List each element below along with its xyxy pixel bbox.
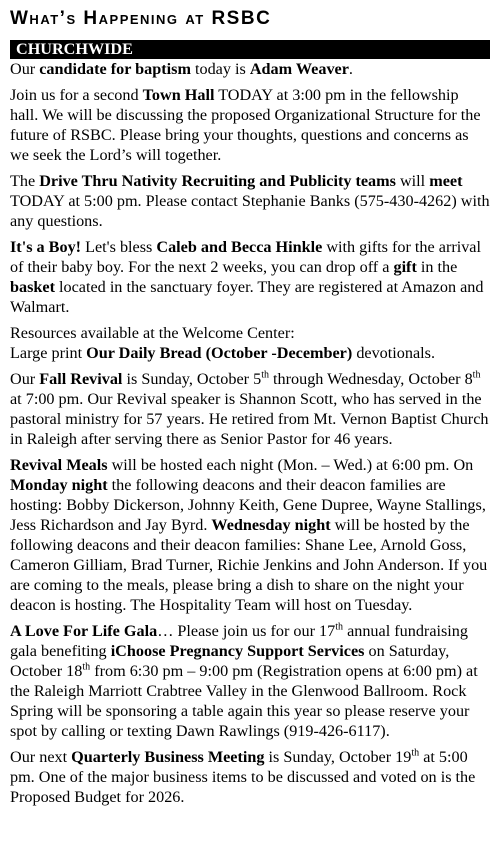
announcements (10, 59, 490, 807)
text-run: Our (10, 60, 40, 78)
announcement-paragraph (10, 171, 490, 231)
superscript-text: th (261, 369, 269, 381)
bold-text: Wednesday night (211, 516, 331, 534)
bold-text: Adam Weaver (249, 60, 349, 78)
bold-text: gift (393, 258, 417, 276)
bold-text: candidate for baptism (39, 60, 191, 78)
text-run: devotionals. (352, 344, 435, 362)
bold-text: Fall Revival (39, 370, 123, 388)
bold-text: Town Hall (142, 86, 215, 104)
announcement-paragraph (10, 59, 490, 79)
bold-text: Revival Meals (10, 456, 108, 474)
text-run: … Please join us for our 17 (157, 622, 336, 640)
text-run: at 5:00 pm. One of the major business items to be discussed and voted on is the Proposed Budget for 2026. (10, 748, 476, 806)
text-run: TODAY at 3:00 pm in the fellowship hall. We will be discussing the proposed Organizational Structure for the future of RSBC. Please bring your thoughts, questions and concerns as we seek the Lord’s will together. (10, 86, 481, 164)
superscript-text: th (472, 369, 481, 381)
text-run: The (10, 172, 40, 190)
bold-text: basket (10, 278, 55, 296)
text-run: from 6:30 pm – 9:00 pm (Registration opens at 6:00 pm) at the Raleigh Marriott Crabtree Valley in the Glenwood Ballroom. Rock Spring will be sponsoring a table again this year so please reserve your spot by calling or texting Dawn Rawlings (919-426-6117). (10, 662, 478, 740)
text-run: in the (416, 258, 458, 276)
text-run: through Wednesday, October 8 (268, 370, 473, 388)
text-run: on Saturday, October 18 (10, 642, 450, 680)
text-run: with gifts for the arrival of their baby boy. For the next 2 weeks, you can drop off a (10, 238, 481, 276)
text-run: Resources available at the Welcome Center: (10, 324, 295, 342)
text-run: is Sunday, October 5 (122, 370, 262, 388)
bold-text: A Love For Life Gala (10, 622, 158, 640)
announcement-paragraph (10, 747, 490, 807)
text-run: TODAY at 5:00 pm. Please contact Stephanie Banks (575-430-4262) with any questions. (10, 192, 490, 230)
superscript-text: th (335, 621, 344, 633)
announcement-paragraph (10, 621, 490, 741)
bold-text: iChoose Pregnancy Support Services (110, 642, 365, 660)
bold-text: Our Daily Bread (October -December) (86, 344, 353, 362)
text-run: the following deacons and their deacon families are hosting: Bobby Dickerson, Johnny Keith, Gene Dupree, Wayne Stallings, Jess Richardson and Jay Byrd. (10, 476, 486, 534)
announcement-paragraph (10, 369, 490, 449)
announcement-paragraph (10, 455, 490, 615)
text-run: located in the sanctuary foyer. They are registered at Amazon and Walmart. (10, 278, 484, 316)
text-run: Large print (10, 344, 87, 362)
bold-text: Caleb and Becca Hinkle (156, 238, 323, 256)
bold-text: Monday night (10, 476, 108, 494)
superscript-text: th (411, 747, 420, 759)
text-run: Join us for a second (10, 86, 143, 104)
section-header: CHURCHWIDE (10, 40, 490, 59)
bold-text: Quarterly Business Meeting (71, 748, 265, 766)
text-run: at 7:00 pm. Our Revival speaker is Shannon Scott, who has served in the pastoral ministry for 57 years. He retired from Mt. Vernon Baptist Church in Raleigh after serving there as Senior Pastor for 46 years. (10, 390, 489, 448)
text-run: will (395, 172, 430, 190)
announcement-paragraph (10, 85, 490, 165)
bold-text: meet (429, 172, 463, 190)
text-run: . (348, 60, 353, 78)
bold-text: It's a Boy! (10, 238, 82, 256)
text-run: annual fundraising gala benefiting (10, 622, 468, 660)
bold-text: Drive Thru Nativity Recruiting and Publicity teams (39, 172, 396, 190)
text-run: will be hosted each night (Mon. – Wed.) at 6:00 pm. On (107, 456, 474, 474)
text-run: will be hosted by the following deacons and their deacon families: Shane Lee, Arnold Goss, Cameron Gilliam, Brad Turner, Richie Jenkins and John Anderson. If you are coming to the meals, please bring a dish to share on the night your deacon is hosting. The Hospitality Team will host on Tuesday. (10, 516, 488, 614)
text-run: Let's bless (81, 238, 157, 256)
text-run: Our (10, 370, 40, 388)
superscript-text: th (82, 661, 91, 673)
text-run: today is (190, 60, 250, 78)
page-title: What’s Happening at RSBC (10, 8, 272, 29)
announcement-paragraph (10, 323, 490, 363)
text-run: is Sunday, October 19 (264, 748, 412, 766)
bulletin-page (10, 0, 490, 807)
text-run: Our next (10, 748, 72, 766)
announcement-paragraph (10, 237, 490, 317)
